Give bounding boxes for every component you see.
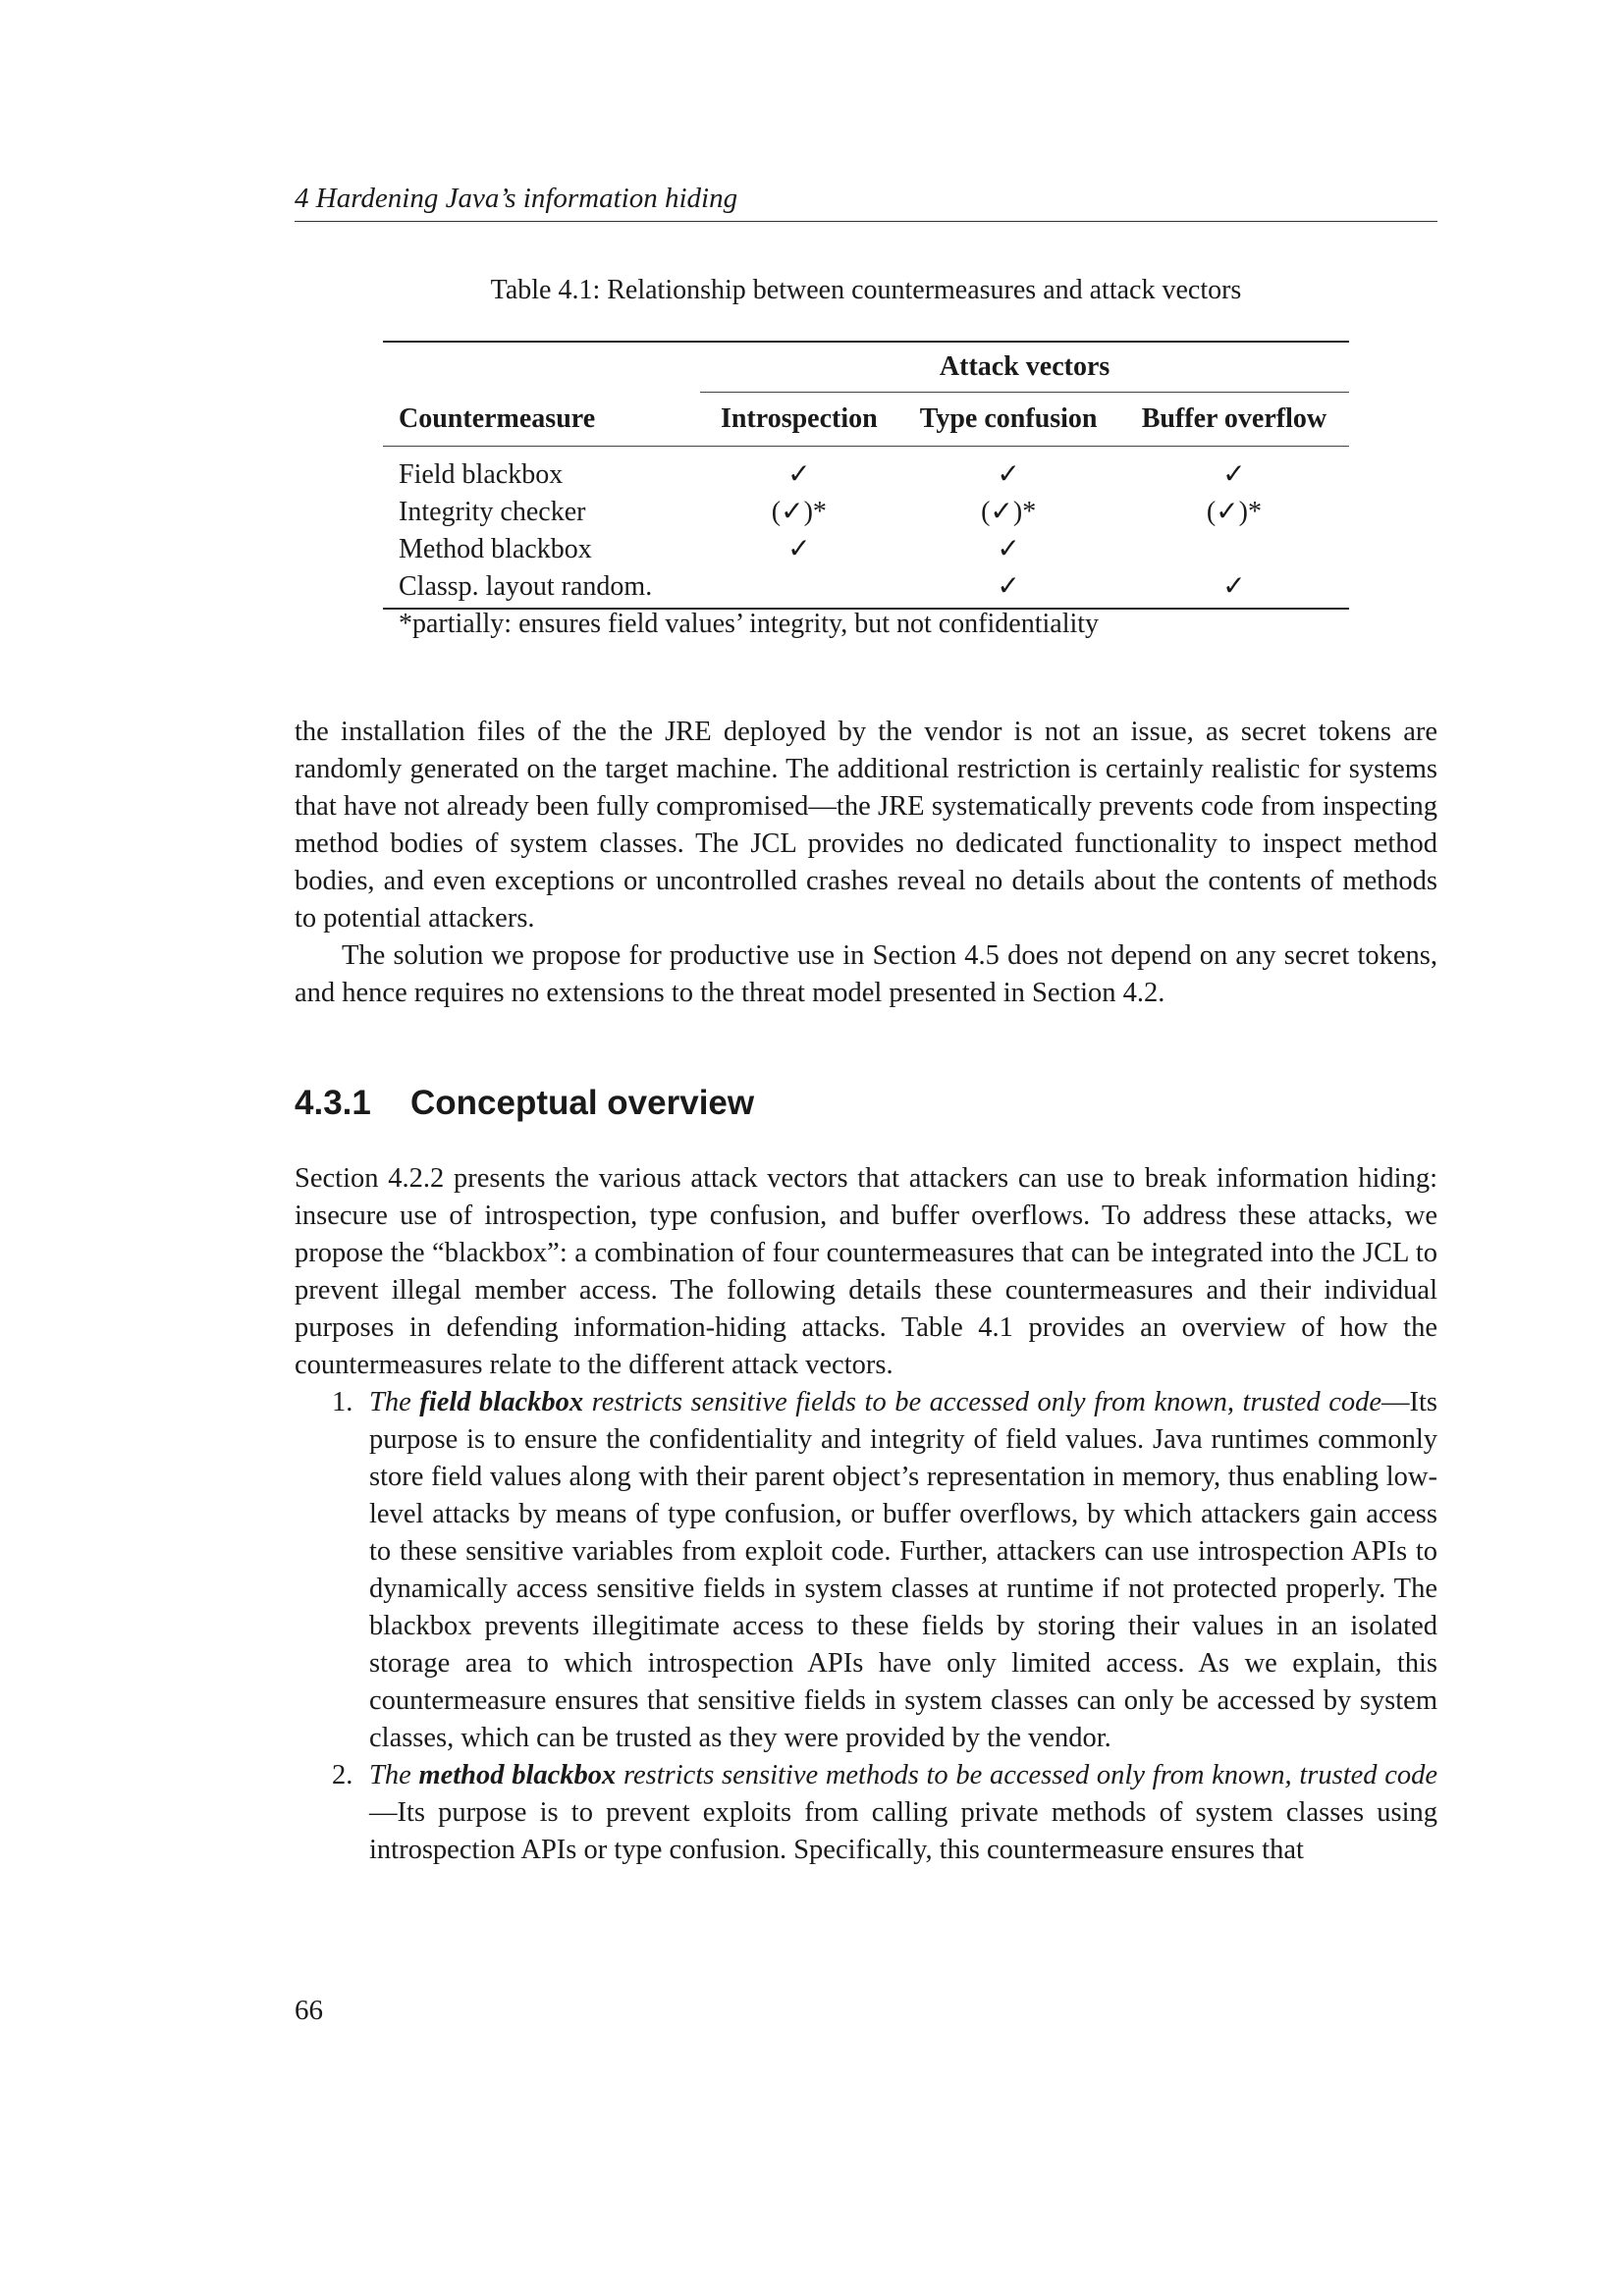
lead-keyword: method blackbox [418, 1760, 617, 1790]
table-row [383, 494, 1349, 531]
attack-vectors-group-header: Attack vectors [700, 342, 1349, 393]
column-header-type-confusion: Type confusion [919, 403, 1098, 434]
lead-prefix: The [369, 1760, 419, 1790]
table-cell: ✓ [1222, 459, 1246, 490]
table-cell: ✓ [1222, 571, 1246, 602]
table-caption: Table 4.1: Relationship between countermeasures and attack vectors [490, 275, 1242, 305]
table-cell: (✓)* [981, 497, 1037, 527]
table-cell: ✓ [997, 571, 1020, 602]
section-title: Conceptual overview [410, 1084, 755, 1122]
lead-prefix: The [369, 1387, 420, 1417]
table-cell: ✓ [787, 534, 811, 564]
row-label: Field blackbox [399, 459, 564, 490]
row-label: Classp. layout random. [399, 571, 653, 602]
body-paragraph-1: the installation files of the the JRE deployed by the vendor is not an issue, as secret tokens are randomly generated on the target machine. The additional restriction is certainly realistic for systems that have not already been fully compromised—the JRE systematically prevents code from inspecting method bodies of system classes. The JCL provides no dedicated functionality to inspect method bodies, and even exceptions or uncontrolled crashes reveal no details about the contents of methods to potential attackers. [295, 717, 1437, 934]
row-label: Integrity checker [399, 497, 586, 527]
table-row [383, 447, 1349, 495]
table-row [383, 531, 1349, 568]
table-cell: (✓)* [1206, 497, 1262, 527]
list-marker: 2. [332, 1760, 353, 1790]
table-row [383, 568, 1349, 609]
countermeasure-table [383, 341, 1349, 610]
lead-suffix: restricts sensitive methods to be accessed only from known, trusted code [616, 1760, 1437, 1790]
lead-keyword: field blackbox [419, 1387, 584, 1417]
list-item-text: —Its purpose is to ensure the confidentiality and integrity of field values. Java runtimes commonly store field values along with their parent object’s representation in memory, thus enabling low-level attacks by means of type confusion, or buffer overflows, by which attackers gain access to these sensitive variables from exploit code. Further, attackers can use introspection APIs to dynamically access sensitive fields in system classes at runtime if not protected properly. The blackbox prevents illegitimate access to these fields by storing their values in an isolated storage area to which introspection APIs have only limited access. As we explain, this countermeasure ensures that sensitive fields in system classes can only be accessed by system classes, which can be trusted as they were provided by the vendor. [369, 1387, 1438, 1753]
table-cell: ✓ [997, 459, 1020, 490]
countermeasure-column-header: Countermeasure [399, 402, 596, 434]
section-heading [295, 1084, 754, 1123]
table-cell [1119, 531, 1349, 568]
body-paragraph-2: The solution we propose for productive use in Section 4.5 does not depend on any secret tokens, and hence requires no extensions to the threat model presented in Section 4.2. [295, 940, 1437, 1008]
list-marker: 1. [332, 1387, 353, 1417]
list-item-lead [369, 1387, 1381, 1417]
lead-suffix: restricts sensitive fields to be accessed only from known, trusted code [583, 1387, 1382, 1417]
countermeasure-list [295, 1384, 1437, 1869]
page-number: 66 [295, 1995, 323, 2026]
list-item-lead [369, 1760, 1437, 1790]
list-item [295, 1757, 1437, 1869]
list-item-text: —Its purpose is to prevent exploits from calling private methods of system classes using introspection APIs or type confusion. Specifically, this countermeasure ensures that [369, 1797, 1437, 1865]
table-empty-corner [383, 342, 700, 393]
column-header-introspection: Introspection [720, 403, 878, 434]
section-number: 4.3.1 [295, 1084, 371, 1122]
row-label: Method blackbox [399, 534, 592, 564]
table-cell [700, 568, 897, 609]
table-cell: ✓ [997, 534, 1020, 564]
running-head: 4 Hardening Java’s information hiding [295, 183, 1437, 222]
table-cell: ✓ [787, 459, 811, 490]
table-footnote: *partially: ensures field values’ integrity, but not confidentiality [399, 609, 1100, 639]
countermeasure-table-container [383, 341, 1349, 610]
column-header-buffer-overflow: Buffer overflow [1141, 403, 1327, 434]
table-cell: (✓)* [771, 497, 827, 527]
body-paragraph-3: Section 4.2.2 presents the various attack vectors that attackers can use to break information hiding: insecure use of introspection, type confusion, and buffer overflows. To address these attacks, we propose the “blackbox”: a combination of four countermeasures that can be integrated into the JCL to prevent illegal member access. The following details these countermeasures and their individual purposes in defending information-hiding attacks. Table 4.1 provides an overview of how the countermeasures relate to the different attack vectors. [295, 1163, 1437, 1380]
list-item [295, 1384, 1437, 1757]
